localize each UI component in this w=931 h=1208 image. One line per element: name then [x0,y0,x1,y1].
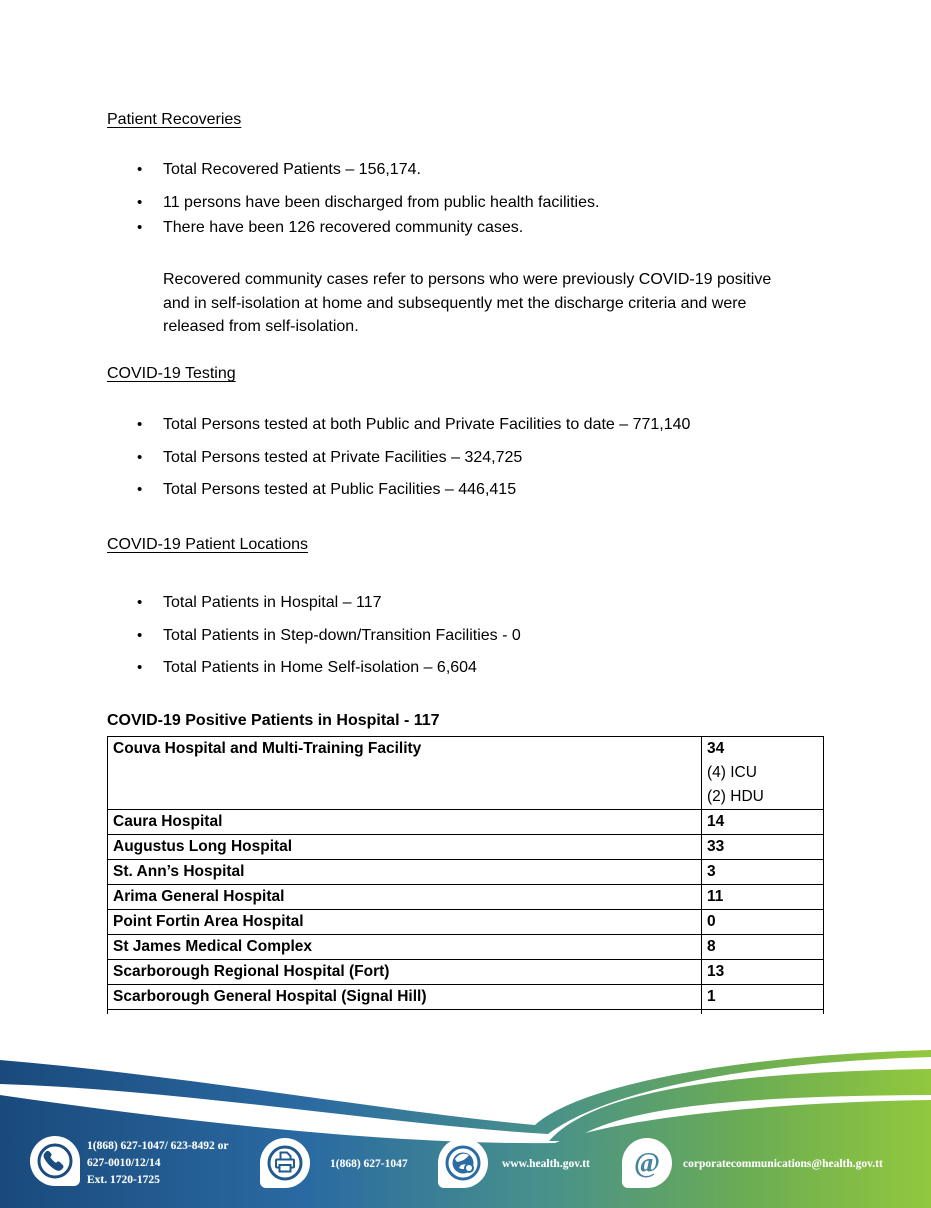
facility-name: Arima General Hospital [108,885,702,910]
note-line: and in self-isolation at home and subsequently met the discharge criteria and were [163,294,747,312]
table-row [108,885,824,910]
recovered-community-note [163,268,771,339]
svg-text:@: @ [633,1148,661,1179]
facility-count: 3 [702,860,824,885]
facility-name: Couva Hospital and Multi-Training Facility [108,737,702,810]
bullet-total-recovered: • Total Recovered Patients – 156,174. [163,161,421,179]
facility-name: St. Ann’s Hospital [108,860,702,885]
count-detail-hdu: (2) HDU [707,788,764,805]
bullet-community-cases: • There have been 126 recovered community cases. [163,219,523,237]
facility-count: 33 [702,835,824,860]
table-row [108,810,824,835]
email-address: corporatecommunications@health.gov.tt [683,1158,883,1170]
at-glyph [623,1139,671,1187]
table-row [108,860,824,885]
table-row [108,737,824,810]
globe-glyph [439,1139,487,1187]
bullet-tested-private: • Total Persons tested at Private Facilities – 324,725 [163,449,522,467]
facility-count: 11 [702,885,824,910]
bullet-tested-public: • Total Persons tested at Public Facilities – 446,415 [163,481,516,499]
phone-line: 1(868) 627-1047/ 623-8492 or [87,1140,229,1152]
at-icon [622,1138,672,1188]
section-heading-testing: COVID-19 Testing [107,365,236,382]
note-line: released from self-isolation. [163,318,359,336]
table-row-partial [108,1010,824,1015]
bullet-stepdown: • Total Patients in Step-down/Transition Facilities - 0 [163,627,521,645]
hospital-table-title: COVID-19 Positive Patients in Hospital - 117 [107,712,440,729]
bullet-discharged: • 11 persons have been discharged from public health facilities. [163,194,599,212]
phone-line: Ext. 1720-1725 [87,1174,160,1186]
facility-count: 0 [702,910,824,935]
hospital-table [107,736,824,1014]
fax-icon [260,1138,310,1188]
section-heading-locations: COVID-19 Patient Locations [107,536,308,553]
facility-name: Scarborough Regional Hospital (Fort) [108,960,702,985]
bullet-home-isolation: • Total Patients in Home Self-isolation – 6,604 [163,659,477,677]
website-url: www.health.gov.tt [502,1158,590,1170]
facility-count: 8 [702,935,824,960]
phone-numbers [87,1138,229,1189]
facility-count: 14 [702,810,824,835]
bullet-in-hospital: • Total Patients in Hospital – 117 [163,594,382,612]
printer-glyph [261,1139,309,1187]
phone-handset-glyph [31,1137,79,1185]
table-row [108,985,824,1010]
footer-wave-banner [0,1040,931,1208]
facility-count [702,737,824,810]
count-detail-icu: (4) ICU [707,764,757,781]
table-row [108,835,824,860]
facility-name: St James Medical Complex [108,935,702,960]
table-row [108,935,824,960]
note-line: Recovered community cases refer to persons who were previously COVID-19 positive [163,271,772,288]
table-row [108,960,824,985]
section-heading-patient-recoveries: Patient Recoveries [107,111,242,128]
bullet-tested-total: • Total Persons tested at both Public and Private Facilities to date – 771,140 [163,416,690,434]
facility-count: 1 [702,985,824,1010]
globe-icon [438,1138,488,1188]
table-row [108,910,824,935]
phone-icon [30,1136,80,1186]
facility-name: Point Fortin Area Hospital [108,910,702,935]
facility-name: Caura Hospital [108,810,702,835]
fax-number: 1(868) 627-1047 [330,1158,408,1170]
facility-name: Scarborough General Hospital (Signal Hill) [108,985,702,1010]
phone-line: 627-0010/12/14 [87,1157,161,1169]
facility-name: Augustus Long Hospital [108,835,702,860]
facility-count: 13 [702,960,824,985]
count-value: 34 [707,740,725,757]
